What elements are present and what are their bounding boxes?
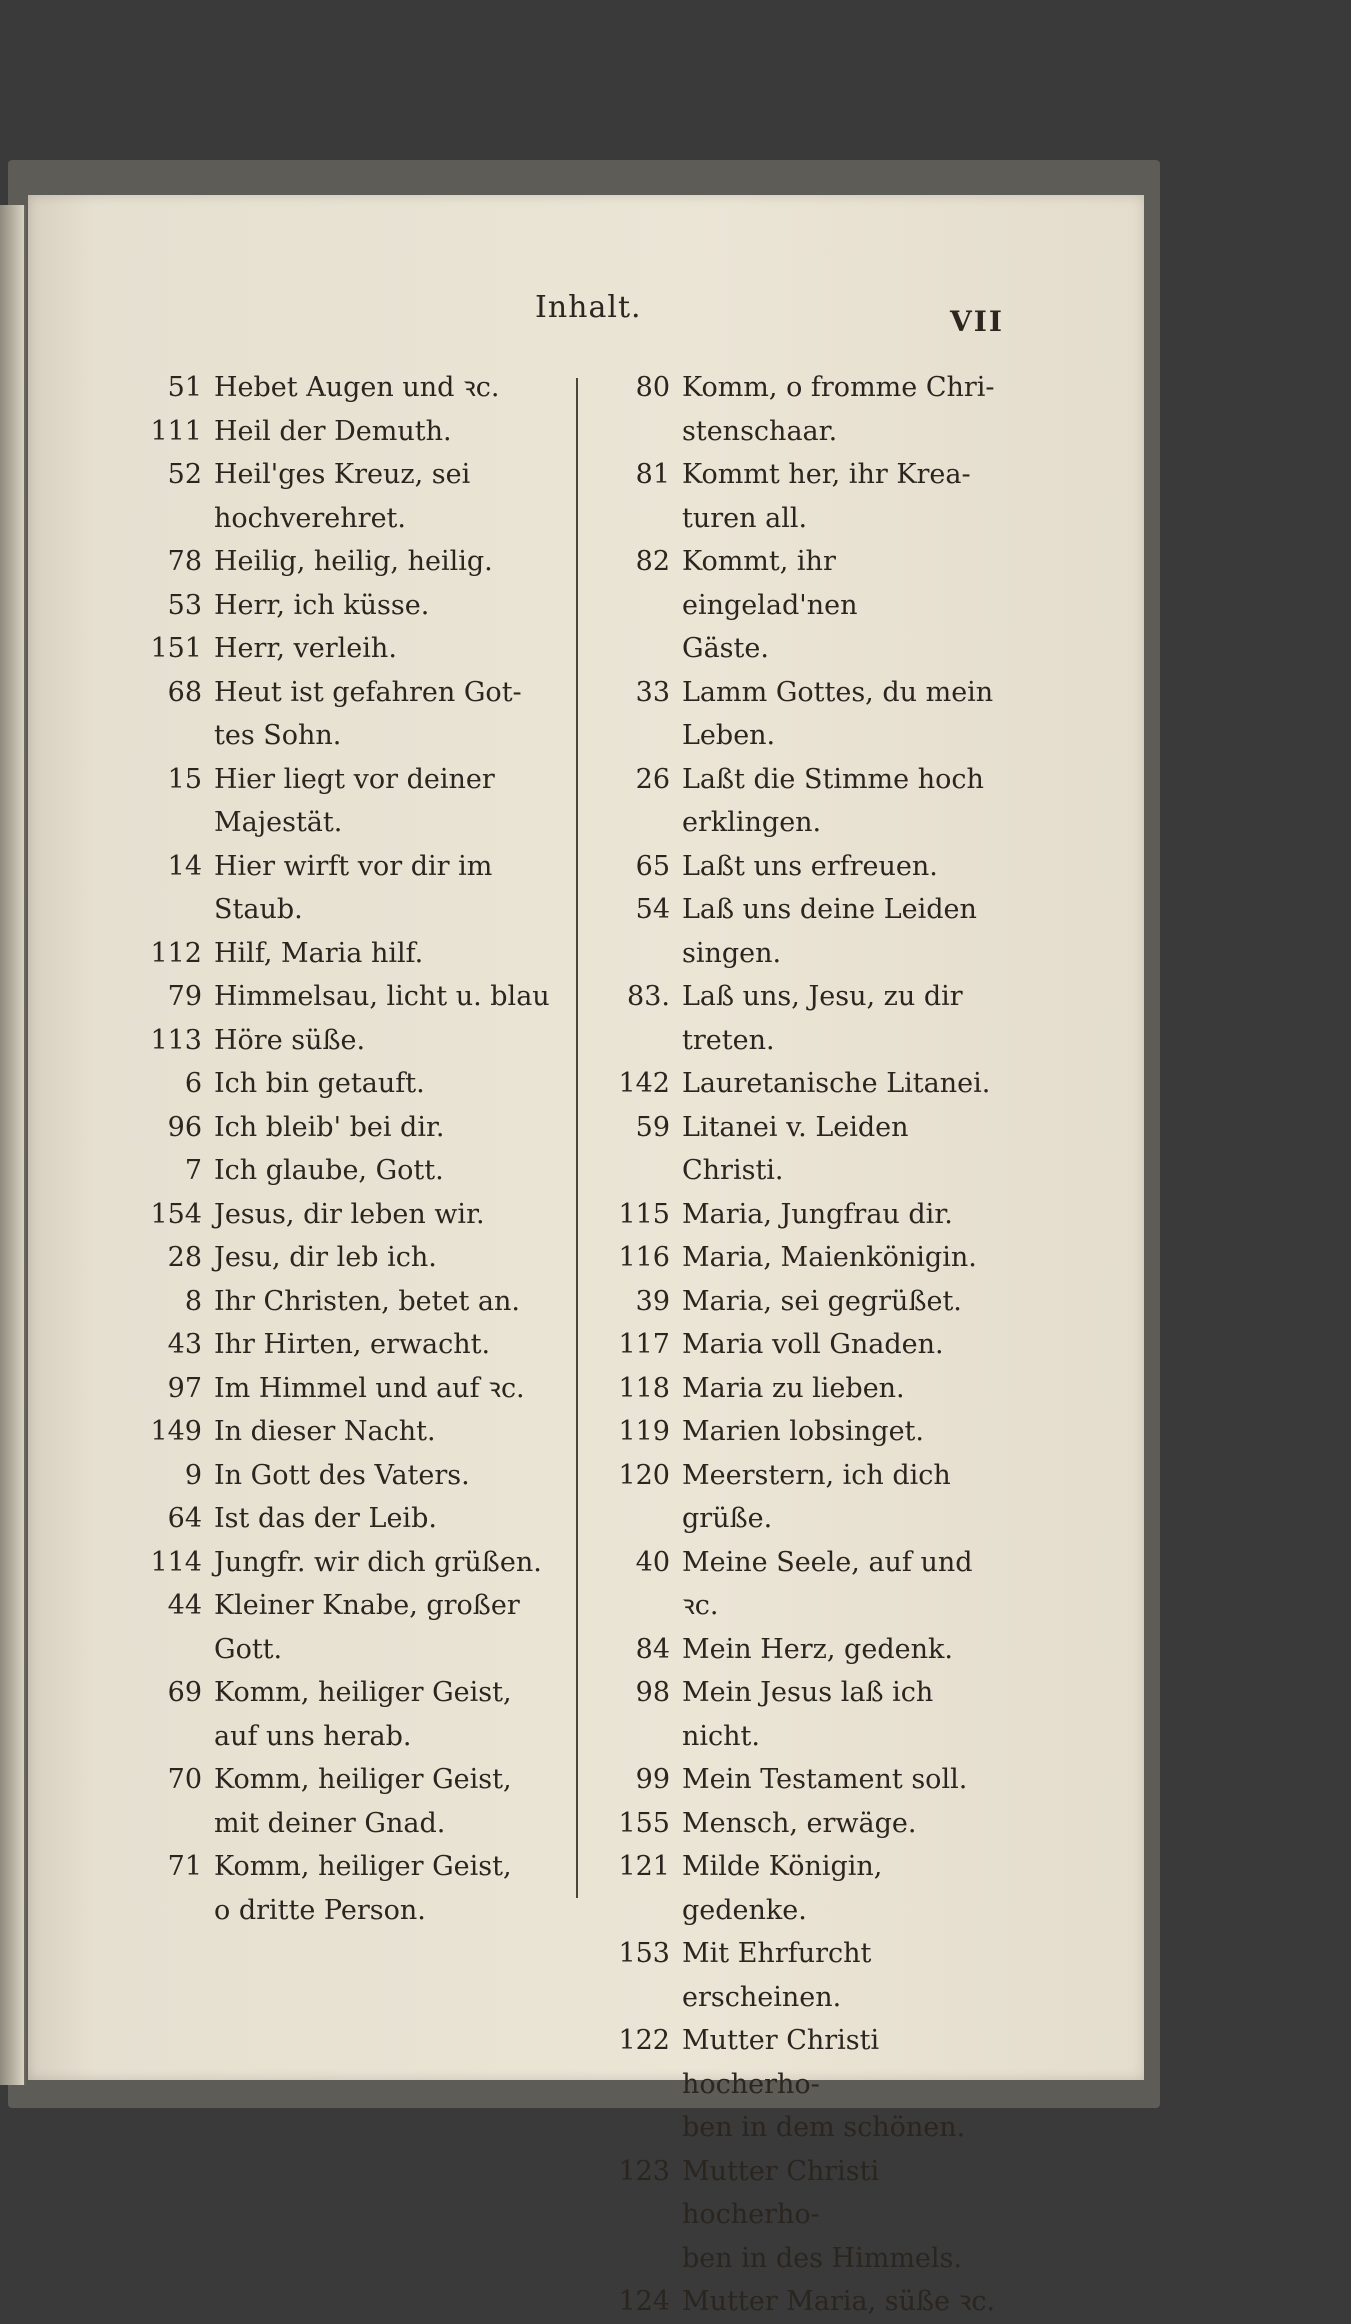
entry-title: Marien lobsinget. <box>682 1416 924 1447</box>
index-entry <box>148 1106 568 1150</box>
column-divider <box>576 378 578 1898</box>
index-entry <box>148 1758 568 1845</box>
index-entry <box>148 845 568 932</box>
entry-number: 44 <box>167 1590 202 1621</box>
entry-number: 39 <box>635 1285 670 1317</box>
entry-number: 79 <box>167 981 202 1012</box>
entry-number: 15 <box>167 763 202 795</box>
entry-title: Laß uns deine Leiden singen. <box>682 894 977 969</box>
index-entry <box>588 1845 1008 1932</box>
index-entry <box>588 366 1008 453</box>
entry-title: Maria, Jungfrau dir. <box>682 1198 953 1230</box>
entry-title: Maria, Maienkönigin. <box>682 1242 977 1273</box>
index-entry <box>148 1454 568 1498</box>
entry-title: Ich bleib' bei dir. <box>214 1111 445 1143</box>
entry-title: Heilig, heilig, heilig. <box>214 546 493 577</box>
entry-title: Mit Ehrfurcht erscheinen. <box>682 1938 872 2013</box>
entry-title: Ihr Hirten, erwacht. <box>214 1329 491 1360</box>
entry-number: 115 <box>618 1198 670 1230</box>
index-entry <box>148 1236 568 1280</box>
entry-title: Kleiner Knabe, großer Gott. <box>214 1590 520 1665</box>
entry-number: 69 <box>167 1677 202 1708</box>
entry-title: Jungfr. wir dich grüßen. <box>214 1546 542 1578</box>
entry-title: Mutter Christi hocherho- ben in dem schönen. <box>682 2025 966 2143</box>
entry-title: Himmelsau, licht u. blau <box>214 981 550 1012</box>
entry-number: 81 <box>635 459 670 490</box>
index-entry <box>148 410 568 454</box>
entry-title: Laßt uns erfreuen. <box>682 850 938 882</box>
entry-number: 78 <box>167 546 202 577</box>
index-entry <box>588 845 1008 889</box>
entry-number: 40 <box>635 1546 670 1578</box>
entry-number: 71 <box>167 1851 202 1882</box>
index-entry <box>148 627 568 671</box>
entry-number: 118 <box>618 1372 670 1404</box>
entry-title: Hier liegt vor deiner Majestät. <box>214 763 495 838</box>
entry-number: 153 <box>618 1938 670 1969</box>
entry-title: Im Himmel und auf ꝛc. <box>214 1372 525 1404</box>
index-entry <box>588 540 1008 671</box>
index-entry <box>588 2019 1008 2150</box>
index-entry <box>588 1454 1008 1541</box>
entry-number: 112 <box>150 937 202 969</box>
index-entry <box>588 1236 1008 1280</box>
index-entry <box>588 1062 1008 1106</box>
entry-number: 119 <box>618 1416 670 1447</box>
entry-title: Ihr Christen, betet an. <box>214 1285 520 1317</box>
entry-number: 151 <box>150 633 202 664</box>
entry-title: In Gott des Vaters. <box>214 1459 470 1491</box>
index-entry <box>148 366 568 410</box>
entry-number: 14 <box>167 850 202 882</box>
index-entry <box>148 1497 568 1541</box>
index-entry <box>148 1671 568 1758</box>
entry-number: 154 <box>150 1198 202 1230</box>
entry-title: Hier wirft vor dir im Staub. <box>214 850 493 925</box>
entry-number: 7 <box>184 1155 202 1186</box>
index-entry <box>588 1758 1008 1802</box>
entry-title: Meerstern, ich dich grüße. <box>682 1459 951 1534</box>
entry-title: Ich glaube, Gott. <box>214 1155 444 1186</box>
entry-title: Laß uns, Jesu, zu dir treten. <box>682 981 963 1056</box>
index-entry <box>588 1541 1008 1628</box>
index-entry <box>148 1323 568 1367</box>
entry-number: 149 <box>150 1416 202 1447</box>
entry-number: 33 <box>635 676 670 708</box>
entry-number: 54 <box>635 894 670 925</box>
index-entry <box>588 2280 1008 2324</box>
entry-number: 64 <box>167 1503 202 1534</box>
facing-page-edge <box>0 205 26 2085</box>
entry-title: Komm, heiliger Geist, auf uns herab. <box>214 1677 512 1752</box>
index-entry <box>148 1019 568 1063</box>
entry-title: Maria, sei gegrüßet. <box>682 1285 962 1317</box>
index-entry <box>588 1106 1008 1193</box>
entry-title: Mein Testament soll. <box>682 1764 968 1795</box>
entry-title: Mutter Maria, süße ꝛc. <box>682 2286 996 2317</box>
index-entry <box>148 1845 568 1932</box>
entry-number: 98 <box>635 1677 670 1708</box>
index-entry <box>148 1193 568 1237</box>
entry-number: 59 <box>635 1111 670 1143</box>
index-entry <box>588 1802 1008 1846</box>
entry-title: Ist das der Leib. <box>214 1503 437 1534</box>
entry-number: 65 <box>635 850 670 882</box>
entry-title: Komm, o fromme Chri- stenschaar. <box>682 372 995 447</box>
index-entry <box>588 1323 1008 1367</box>
entry-title: Herr, ich küsse. <box>214 589 430 621</box>
entry-number: 122 <box>618 2025 670 2056</box>
entry-title: Herr, verleih. <box>214 633 397 664</box>
entry-number: 114 <box>150 1546 202 1578</box>
index-entry <box>588 671 1008 758</box>
entry-number: 82 <box>635 546 670 577</box>
entry-title: Mein Herz, gedenk. <box>682 1633 953 1665</box>
index-entry <box>148 975 568 1019</box>
entry-title: Litanei v. Leiden Christi. <box>682 1111 909 1186</box>
index-entry <box>588 1410 1008 1454</box>
entry-number: 84 <box>635 1633 670 1665</box>
entry-title: Komm, heiliger Geist, o dritte Person. <box>214 1851 512 1926</box>
entry-number: 124 <box>618 2286 670 2317</box>
entry-title: Mein Jesus laß ich nicht. <box>682 1677 934 1752</box>
index-entry <box>148 1280 568 1324</box>
entry-number: 9 <box>184 1459 202 1491</box>
entry-number: 28 <box>167 1242 202 1273</box>
index-entry <box>148 1584 568 1671</box>
index-column-right <box>588 366 1008 2324</box>
page-number: VII <box>950 305 1004 338</box>
index-entry <box>588 1671 1008 1758</box>
index-entry <box>148 758 568 845</box>
entry-title: Heil der Demuth. <box>214 415 452 447</box>
entry-title: Laßt die Stimme hoch erklingen. <box>682 763 984 838</box>
entry-title: Meine Seele, auf und ꝛc. <box>682 1546 973 1621</box>
page-title: Inhalt. <box>535 290 642 325</box>
index-entry <box>588 975 1008 1062</box>
entry-title: Komm, heiliger Geist, mit deiner Gnad. <box>214 1764 512 1839</box>
entry-title: Ich bin getauft. <box>214 1068 425 1099</box>
entry-number: 68 <box>167 676 202 708</box>
entry-number: 142 <box>618 1068 670 1099</box>
index-entry <box>588 1193 1008 1237</box>
entry-number: 113 <box>150 1024 202 1056</box>
index-entry <box>148 584 568 628</box>
entry-title: Hilf, Maria hilf. <box>214 937 424 969</box>
entry-number: 99 <box>635 1764 670 1795</box>
entry-title: Lamm Gottes, du mein Leben. <box>682 676 994 751</box>
entry-title: Maria voll Gnaden. <box>682 1329 944 1360</box>
entry-title: Heil'ges Kreuz, sei hochverehret. <box>214 459 471 534</box>
index-entry <box>588 1932 1008 2019</box>
entry-title: Jesu, dir leb ich. <box>214 1242 437 1273</box>
index-entry <box>148 1541 568 1585</box>
entry-title: In dieser Nacht. <box>214 1416 436 1447</box>
entry-title: Jesus, dir leben wir. <box>214 1198 485 1230</box>
entry-title: Höre süße. <box>214 1024 366 1056</box>
entry-title: Kommt her, ihr Krea- turen all. <box>682 459 971 534</box>
index-entry <box>588 453 1008 540</box>
index-entry <box>148 1410 568 1454</box>
entry-number: 116 <box>618 1242 670 1273</box>
entry-number: 117 <box>618 1329 670 1360</box>
entry-title: Mutter Christi hocherho- ben in des Himmels. <box>682 2155 962 2274</box>
index-entry <box>148 453 568 540</box>
entry-title: Maria zu lieben. <box>682 1372 905 1404</box>
index-column-left <box>148 366 568 1932</box>
index-entry <box>588 758 1008 845</box>
entry-title: Heut ist gefahren Got- tes Sohn. <box>214 676 522 751</box>
entry-number: 96 <box>167 1111 202 1143</box>
entry-number: 52 <box>167 459 202 490</box>
entry-number: 80 <box>635 372 670 403</box>
index-entry <box>588 1628 1008 1672</box>
entry-number: 43 <box>167 1329 202 1360</box>
entry-title: Milde Königin, gedenke. <box>682 1851 883 1926</box>
entry-number: 121 <box>618 1851 670 1882</box>
index-entry <box>588 2150 1008 2281</box>
entry-number: 51 <box>167 372 202 403</box>
entry-number: 123 <box>618 2155 670 2187</box>
entry-title: Mensch, erwäge. <box>682 1807 917 1839</box>
entry-number: 111 <box>150 415 202 447</box>
index-entry <box>588 1280 1008 1324</box>
entry-title: Hebet Augen und ꝛc. <box>214 372 500 403</box>
entry-number: 70 <box>167 1764 202 1795</box>
index-entry <box>148 671 568 758</box>
entry-number: 97 <box>167 1372 202 1404</box>
entry-number: 8 <box>184 1285 202 1317</box>
index-entry <box>588 888 1008 975</box>
entry-title: Lauretanische Litanei. <box>682 1068 991 1099</box>
entry-number: 26 <box>635 763 670 795</box>
index-entry <box>148 932 568 976</box>
entry-number: 83. <box>627 981 670 1012</box>
entry-number: 155 <box>618 1807 670 1839</box>
entry-number: 120 <box>618 1459 670 1491</box>
entry-number: 53 <box>167 589 202 621</box>
entry-title: Kommt, ihr eingelad'nen Gäste. <box>682 546 858 664</box>
entry-number: 6 <box>184 1068 202 1099</box>
index-entry <box>588 1367 1008 1411</box>
index-entry <box>148 540 568 584</box>
index-entry <box>148 1149 568 1193</box>
index-entry <box>148 1062 568 1106</box>
index-entry <box>148 1367 568 1411</box>
